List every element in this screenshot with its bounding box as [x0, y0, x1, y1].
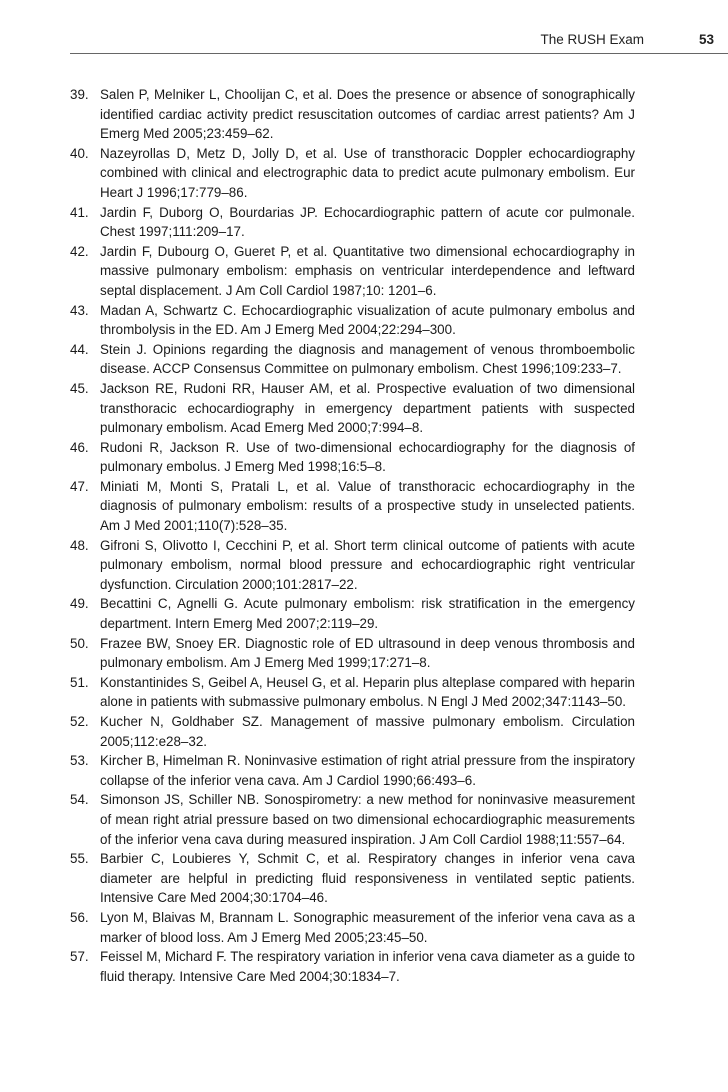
reference-item — [70, 634, 635, 673]
reference-text: Jardin F, Dubourg O, Gueret P, et al. Quantitative two dimensional echocardiography in massive pulmonary embolism: emphasis on ventricular interdependence and leftward septal displacement. J Am Coll Cardiol 1987;10: 1201–6. — [100, 243, 635, 298]
reference-number: 42. — [70, 243, 89, 259]
reference-number: 52. — [70, 714, 89, 729]
reference-text: Lyon M, Blaivas M, Brannam L. Sonographic measurement of the inferior vena cava as a marker of blood loss. Am J Emerg Med 2005;23:45–50. — [100, 909, 635, 945]
reference-number: 39. — [70, 87, 89, 102]
reference-number: 57. — [70, 949, 89, 965]
reference-item — [70, 536, 635, 595]
reference-number: 55. — [70, 851, 89, 867]
reference-text: Feissel M, Michard F. The respiratory variation in inferior vena cava diameter as a guide to fluid therapy. Intensive Care Med 2004;30:1834–7. — [100, 949, 635, 984]
reference-number: 56. — [70, 909, 89, 925]
reference-text: Stein J. Opinions regarding the diagnosis and management of venous thromboembolic disease. ACCP Consensus Committee on pulmonary embolism. Chest 1996;109:233–7. — [100, 341, 635, 377]
reference-item — [70, 438, 635, 477]
reference-text: Gifroni S, Olivotto I, Cecchini P, et al. Short term clinical outcome of patients with acute pulmonary embolism, normal blood pressure and echocardiographic right ventricular dysfunction. Circulation 2000;101:2817–22. — [100, 537, 635, 592]
reference-number: 53. — [70, 753, 89, 769]
reference-number: 45. — [70, 380, 89, 396]
reference-number: 48. — [70, 537, 89, 553]
reference-item — [70, 477, 635, 536]
reference-number: 47. — [70, 478, 89, 494]
reference-text: Barbier C, Loubieres Y, Schmit C, et al. Respiratory changes in inferior vena cava diameter are helpful in predicting fluid responsiveness in ventilated septic patients. Intensive Care Med 2004;30:1704–46. — [100, 851, 635, 906]
reference-item — [70, 379, 635, 438]
reference-item — [70, 673, 635, 712]
reference-item — [70, 340, 635, 379]
reference-text: Becattini C, Agnelli G. Acute pulmonary embolism: risk stratification in the emergency department. Intern Emerg Med 2007;2:119–29. — [100, 596, 635, 632]
header-rule — [70, 53, 728, 54]
reference-text: Kircher B, Himelman R. Noninvasive estimation of right atrial pressure from the inspiratory collapse of the inferior vena cava. Am J Cardiol 1990;66:493–6. — [100, 753, 635, 788]
reference-item — [70, 849, 635, 908]
reference-number: 46. — [70, 439, 89, 455]
page-header — [0, 27, 728, 53]
reference-number: 54. — [70, 792, 89, 808]
reference-text: Rudoni R, Jackson R. Use of two-dimensional echocardiography for the diagnosis of pulmonary embolus. J Emerg Med 1998;16:5–8. — [100, 439, 635, 475]
reference-item — [70, 301, 635, 340]
reference-item — [70, 594, 635, 633]
reference-item — [70, 712, 635, 751]
reference-text: Frazee BW, Snoey ER. Diagnostic role of ED ultrasound in deep venous thrombosis and pulmonary embolism. Am J Emerg Med 1999;17:271–8. — [100, 635, 635, 671]
reference-text: Salen P, Melniker L, Choolijan C, et al. Does the presence or absence of sonographically identified cardiac activity predict resuscitation outcomes of cardiac arrest patients? Am J Emerg Med 2005;23:459–62. — [100, 87, 635, 142]
reference-text: Jardin F, Duborg O, Bourdarias JP. Echocardiographic pattern of acute cor pulmonale. Chest 1997;111:209–17. — [100, 204, 635, 240]
reference-number: 50. — [70, 635, 89, 651]
reference-text: Jackson RE, Rudoni RR, Hauser AM, et al. Prospective evaluation of two dimensional transthoracic echocardiography in emergency department patients with suspected pulmonary embolism. Acad Emerg Med 2000;7:994–8. — [100, 380, 635, 436]
reference-list — [70, 85, 635, 986]
reference-text: Konstantinides S, Geibel A, Heusel G, et al. Heparin plus alteplase compared with heparin alone in patients with submassive pulmonary embolus. N Engl J Med 2002;347:1143–50. — [100, 674, 635, 710]
reference-number: 43. — [70, 302, 89, 318]
reference-item — [70, 947, 635, 986]
page-number: 53 — [698, 32, 714, 47]
reference-item — [70, 908, 635, 947]
reference-item — [70, 790, 635, 849]
running-title: The RUSH Exam — [540, 32, 644, 47]
reference-number: 44. — [70, 341, 89, 357]
reference-item — [70, 203, 635, 242]
reference-text: Nazeyrollas D, Metz D, Jolly D, et al. Use of transthoracic Doppler echocardiography combined with clinical and electrographic data to predict acute pulmonary embolism. Eur Heart J 1996;17:779–86. — [100, 145, 635, 200]
reference-number: 51. — [70, 674, 89, 690]
reference-text: Miniati M, Monti S, Pratali L, et al. Value of transthoracic echocardiography in the diagnosis of pulmonary embolism: results of a prospective study in unselected patients. Am J Med 2001;110(7):528–35. — [100, 478, 635, 534]
reference-item — [70, 85, 635, 144]
reference-number: 40. — [70, 145, 89, 161]
reference-item — [70, 242, 635, 301]
reference-number: 41. — [70, 204, 89, 220]
reference-text: Kucher N, Goldhaber SZ. Management of massive pulmonary embolism. Circulation 2005;112:e28–32. — [100, 714, 635, 749]
reference-number: 49. — [70, 596, 89, 612]
reference-text: Madan A, Schwartz C. Echocardiographic visualization of acute pulmonary embolus and thrombolysis in the ED. Am J Emerg Med 2004;22:294–300. — [100, 302, 635, 338]
reference-text: Simonson JS, Schiller NB. Sonospirometry: a new method for noninvasive measurement of mean right atrial pressure based on two dimensional echocardiographic measurements of the inferior vena cava during measured inspiration. J Am Coll Cardiol 1988;11:557–64. — [100, 792, 635, 847]
reference-item — [70, 751, 635, 790]
reference-item — [70, 144, 635, 203]
